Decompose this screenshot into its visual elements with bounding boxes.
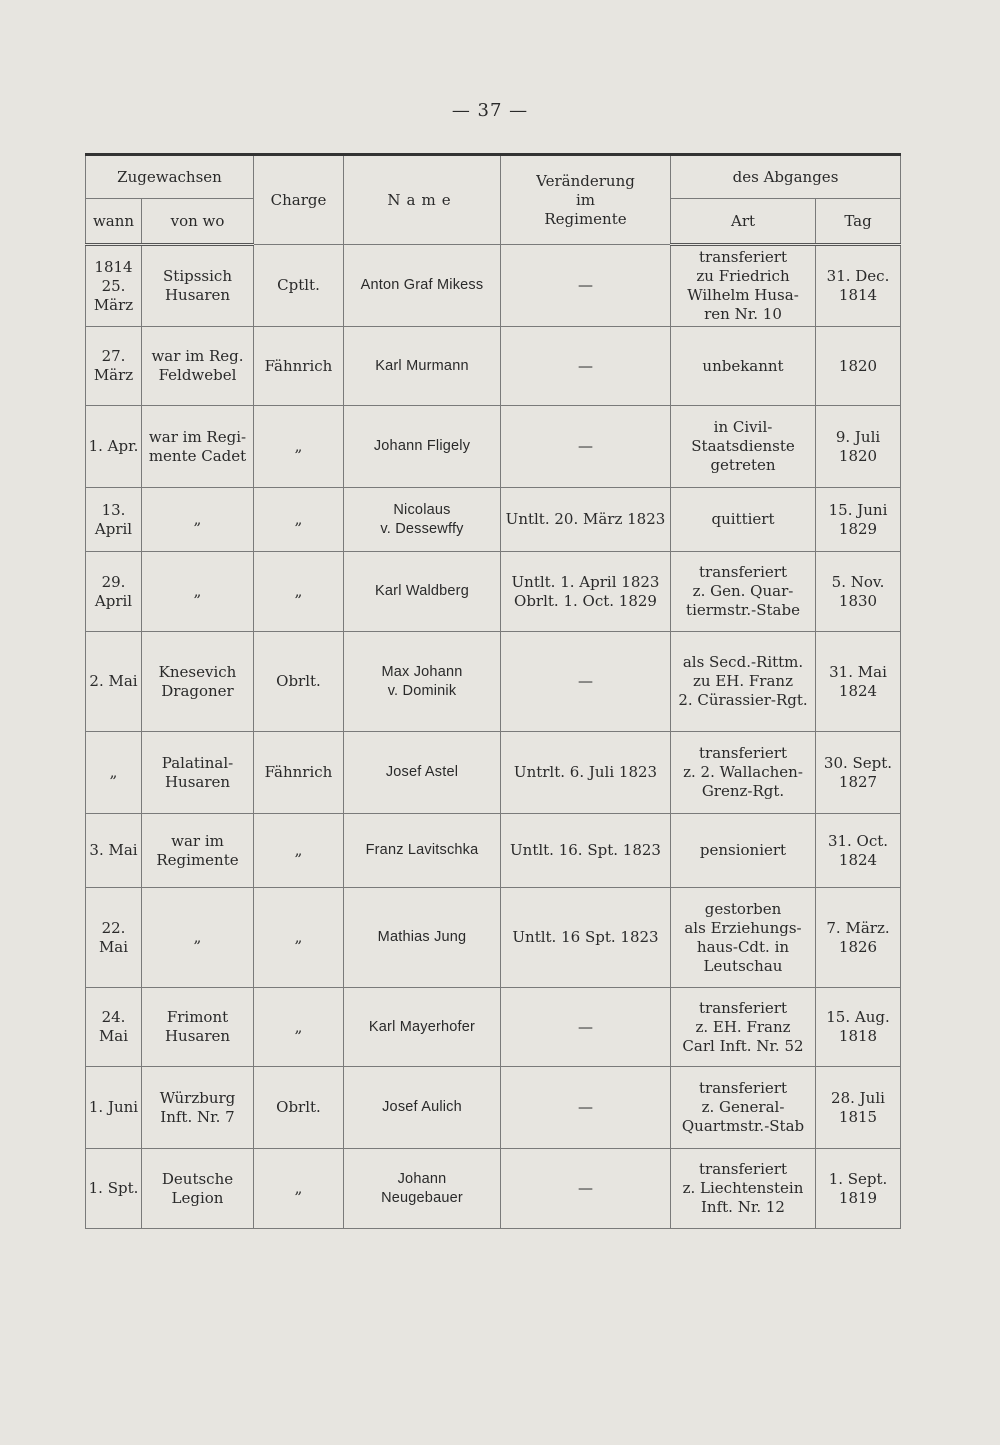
cell-tag [816, 1067, 901, 1149]
cell-von-wo [142, 888, 254, 988]
cell-name-line: Max Johann [381, 663, 463, 680]
cell-tag-line: 31. Mai [829, 662, 887, 681]
header-charge: Charge [254, 155, 344, 245]
cell-name [344, 732, 501, 814]
header-wann: wann [86, 199, 142, 245]
cell-von-wo [142, 1067, 254, 1149]
cell-wann [86, 632, 142, 732]
cell-von-wo-line: Dragoner [161, 681, 234, 700]
cell-charge: „ [254, 814, 344, 888]
cell-art-line: zu Friedrich [696, 267, 790, 285]
header-veraenderung [501, 155, 671, 245]
cell-tag [816, 888, 901, 988]
cell-veraenderung [501, 888, 671, 988]
cell-wann [86, 406, 142, 488]
header-von-wo: von wo [142, 199, 254, 245]
cell-von-wo [142, 632, 254, 732]
cell-tag-line: 1830 [838, 591, 878, 610]
cell-name-line: Josef Astel [385, 764, 459, 780]
cell-charge: „ [254, 488, 344, 552]
cell-art [671, 632, 816, 732]
cell-von-wo [142, 1149, 254, 1229]
cell-art-line: ren Nr. 10 [704, 305, 782, 323]
cell-veraenderung [501, 488, 671, 552]
cell-art-line: z. EH. Franz [695, 1017, 791, 1036]
cell-charge: „ [254, 406, 344, 488]
cell-von-wo [142, 814, 254, 888]
cell-von-wo [142, 327, 254, 406]
cell-wann [86, 1149, 142, 1229]
cell-art [671, 327, 816, 406]
cell-von-wo-line: war im [171, 831, 224, 850]
cell-name [344, 988, 501, 1067]
cell-wann-line: 22. Mai [98, 918, 129, 956]
cell-veraenderung-line: Obrlt. 1. Oct. 1829 [514, 591, 657, 610]
header-veraenderung-line: im [575, 190, 596, 209]
cell-art-line: als Secd.-Rittm. [682, 653, 804, 671]
cell-veraenderung [501, 988, 671, 1067]
cell-charge: Fähnrich [254, 732, 344, 814]
cell-wann-line: 13. [101, 500, 126, 519]
cell-wann [86, 1067, 142, 1149]
cell-veraenderung [501, 814, 671, 888]
cell-charge: Fähnrich [254, 327, 344, 406]
cell-tag [816, 245, 901, 327]
header-tag: Tag [816, 199, 901, 245]
cell-art [671, 814, 816, 888]
cell-wann-line: 1. Spt. [88, 1179, 139, 1197]
cell-art-line: transferiert [699, 998, 787, 1017]
cell-name-line: v. Dessewffy [380, 520, 464, 537]
cell-veraenderung-line: — [578, 672, 593, 690]
cell-name-line: Josef Aulich [382, 1099, 462, 1115]
cell-charge: Obrlt. [254, 632, 344, 732]
cell-tag-line: 1827 [838, 772, 878, 791]
cell-von-wo-line: Inft. Nr. 7 [160, 1107, 235, 1126]
table-row [86, 732, 901, 814]
cell-veraenderung-line: Untlt. 16. Spt. 1823 [510, 841, 661, 859]
table-row [86, 552, 901, 632]
cell-tag-line: 30. Sept. [823, 753, 893, 772]
cell-veraenderung-line: — [578, 1017, 593, 1036]
cell-charge: „ [254, 988, 344, 1067]
cell-name-line: Nicolaus [393, 501, 451, 518]
cell-art-line: z. Gen. Quar- [692, 582, 794, 600]
cell-art [671, 406, 816, 488]
cell-wann-line: 1814 [94, 257, 133, 276]
cell-von-wo-line: Husaren [164, 772, 231, 791]
cell-tag-line: 7. März. [826, 918, 890, 937]
cell-name-line: Franz Lavitschka [365, 842, 479, 858]
cell-wann [86, 732, 142, 814]
cell-wann [86, 988, 142, 1067]
cell-veraenderung [501, 245, 671, 327]
cell-art-line: getreten [710, 456, 776, 474]
cell-von-wo-line: Husaren [164, 1027, 231, 1045]
cell-tag-line: 1829 [838, 519, 878, 538]
cell-name [344, 245, 501, 327]
cell-tag-line: 1818 [838, 1027, 878, 1045]
cell-art-line: Inft. Nr. 12 [701, 1198, 785, 1216]
cell-von-wo-line: war im Regi- [148, 427, 247, 446]
cell-wann [86, 488, 142, 552]
header-name: Name [344, 155, 501, 245]
cell-name-line: Anton Graf Mikess [360, 277, 484, 293]
cell-name [344, 327, 501, 406]
cell-tag-line: 5. Nov. [831, 572, 885, 591]
cell-von-wo-line: Würzburg [159, 1088, 236, 1107]
cell-von-wo [142, 406, 254, 488]
cell-wann-line: 1. Juni [88, 1098, 139, 1116]
cell-veraenderung-line: Untlt. 16 Spt. 1823 [512, 928, 659, 946]
cell-von-wo-line: Regimente [156, 850, 239, 869]
cell-tag-line: 31. Oct. [827, 831, 889, 850]
header-des-abganges: des Abganges [671, 155, 901, 199]
cell-art-line: z. General- [701, 1098, 785, 1116]
cell-name-line: Karl Mayerhofer [368, 1018, 476, 1035]
cell-wann-line: 27. [101, 347, 126, 365]
cell-tag-line: 1815 [838, 1107, 878, 1126]
cell-charge: „ [254, 1149, 344, 1229]
cell-art-line: transferiert [699, 1079, 787, 1097]
cell-tag [816, 327, 901, 406]
cell-art-line: pensioniert [699, 841, 787, 859]
cell-tag-line: 1. Sept. [828, 1169, 888, 1188]
cell-von-wo-line: „ [193, 928, 202, 946]
cell-name [344, 632, 501, 732]
table-row [86, 988, 901, 1067]
cell-tag [816, 552, 901, 632]
cell-name-line: Johann Fligely [373, 438, 471, 454]
cell-name-line: Karl Murmann [375, 357, 469, 374]
cell-art-line: 2. Cürassier-Rgt. [678, 691, 808, 709]
register-table [85, 153, 901, 1229]
page-number: — 37 — [451, 100, 529, 121]
cell-von-wo-line: Deutsche [161, 1169, 234, 1188]
cell-art [671, 245, 816, 327]
cell-tag-line: 15. Aug. [826, 1008, 890, 1026]
cell-wann-line: „ [109, 763, 118, 781]
cell-name [344, 1149, 501, 1229]
cell-veraenderung-line: — [578, 1098, 593, 1116]
cell-veraenderung [501, 732, 671, 814]
table-row [86, 814, 901, 888]
header-art: Art [671, 199, 816, 245]
table-row [86, 888, 901, 988]
cell-wann-line: 3. Mai [89, 841, 138, 859]
cell-wann-line: April [94, 519, 133, 538]
cell-art [671, 1149, 816, 1229]
cell-art-line: Quartmstr.-Stab [681, 1117, 805, 1135]
cell-von-wo-line: Stipssich [163, 267, 232, 285]
cell-tag [816, 406, 901, 488]
cell-art-line: Staatsdienste [691, 437, 795, 455]
cell-veraenderung [501, 632, 671, 732]
cell-tag-line: 1820 [838, 446, 878, 465]
cell-veraenderung [501, 327, 671, 406]
table-row [86, 632, 901, 732]
cell-art-line: transferiert [699, 248, 787, 266]
table-row [86, 327, 901, 406]
cell-art-line: unbekannt [702, 356, 784, 375]
header-veraenderung-line: Regimente [544, 209, 627, 228]
cell-art-line: Leutschau [703, 956, 783, 975]
cell-wann [86, 327, 142, 406]
cell-tag-line: 1814 [838, 286, 878, 304]
table-row [86, 245, 901, 327]
cell-name-line: Karl Waldberg [375, 583, 469, 599]
cell-von-wo [142, 245, 254, 327]
table-row [86, 488, 901, 552]
cell-art [671, 888, 816, 988]
cell-wann-line: 24. Mai [98, 1008, 129, 1045]
cell-tag [816, 1149, 901, 1229]
table-row [86, 1067, 901, 1149]
cell-name-line: v. Dominik [387, 682, 457, 699]
table-row [86, 1149, 901, 1229]
cell-wann [86, 245, 142, 327]
cell-veraenderung [501, 406, 671, 488]
cell-von-wo-line: Frimont [166, 1008, 229, 1026]
cell-tag [816, 988, 901, 1067]
cell-tag [816, 632, 901, 732]
cell-tag-line: 1826 [838, 937, 878, 956]
cell-wann-line: April [94, 591, 133, 610]
cell-von-wo-line: Legion [171, 1188, 224, 1207]
cell-veraenderung-line: Untrlt. 6. Juli 1823 [513, 763, 658, 781]
cell-art-line: transferiert [699, 744, 787, 762]
cell-von-wo [142, 488, 254, 552]
cell-name [344, 552, 501, 632]
cell-veraenderung-line: — [578, 276, 593, 294]
cell-wann [86, 552, 142, 632]
table-body [86, 245, 901, 1229]
cell-art-line: zu EH. Franz [693, 672, 793, 690]
cell-tag-line: 1820 [838, 356, 878, 375]
cell-tag-line: 1819 [838, 1188, 878, 1207]
cell-wann-line: März [93, 295, 134, 314]
cell-tag-line: 28. Juli [831, 1088, 885, 1107]
cell-art-line: gestorben [704, 899, 782, 918]
cell-art-line: transferiert [699, 1160, 787, 1178]
cell-art-line: quittiert [711, 510, 775, 528]
cell-von-wo-line: Knesevich [158, 662, 237, 681]
cell-art-line: transferiert [699, 563, 787, 581]
cell-wann-line: 25. [101, 276, 126, 295]
cell-wann [86, 888, 142, 988]
cell-wann-line: 1. Apr. [88, 437, 139, 455]
cell-name-line: Johann [397, 1170, 447, 1187]
cell-art-line: Wilhelm Husa- [687, 286, 799, 304]
cell-name [344, 888, 501, 988]
cell-charge: „ [254, 888, 344, 988]
cell-art [671, 732, 816, 814]
header-zugewachsen: Zugewachsen [86, 155, 254, 199]
cell-veraenderung [501, 552, 671, 632]
cell-art-line: Carl Inft. Nr. 52 [682, 1036, 804, 1055]
cell-name [344, 814, 501, 888]
cell-von-wo-line: „ [193, 582, 202, 600]
cell-art [671, 1067, 816, 1149]
cell-art-line: z. 2. Wallachen- [683, 763, 803, 781]
cell-von-wo-line: Feldwebel [158, 366, 237, 384]
cell-von-wo-line: „ [193, 510, 202, 528]
cell-charge: Cptlt. [254, 245, 344, 327]
header-veraenderung-line: Veränderung [536, 171, 635, 190]
cell-von-wo-line: Husaren [164, 286, 231, 304]
cell-veraenderung-line: — [578, 437, 593, 455]
cell-von-wo-line: Palatinal- [161, 753, 234, 772]
cell-wann-line: März [93, 366, 134, 384]
cell-tag-line: 9. Juli [835, 427, 881, 446]
cell-veraenderung-line: Untlt. 1. April 1823 [511, 572, 660, 591]
cell-charge: Obrlt. [254, 1067, 344, 1149]
cell-von-wo [142, 552, 254, 632]
cell-veraenderung [501, 1067, 671, 1149]
cell-art-line: in Civil- [713, 418, 773, 436]
cell-veraenderung-line: — [578, 1179, 593, 1197]
cell-tag-line: 31. Dec. [826, 267, 890, 285]
cell-art-line: als Erziehungs- [684, 918, 802, 937]
table-row [86, 406, 901, 488]
cell-tag [816, 732, 901, 814]
cell-name [344, 488, 501, 552]
cell-tag-line: 1824 [838, 681, 878, 700]
cell-art-line: Grenz-Rgt. [701, 782, 785, 800]
cell-art [671, 988, 816, 1067]
cell-charge: „ [254, 552, 344, 632]
cell-tag-line: 1824 [838, 850, 878, 869]
cell-wann-line: 29. [101, 572, 126, 591]
cell-name [344, 1067, 501, 1149]
cell-name-line: Mathias Jung [377, 929, 467, 945]
cell-art-line: haus-Cdt. in [696, 937, 790, 956]
cell-wann-line: 2. Mai [89, 672, 138, 690]
cell-art [671, 552, 816, 632]
cell-art-line: z. Liechtenstein [682, 1179, 804, 1197]
cell-veraenderung [501, 1149, 671, 1229]
cell-veraenderung-line: — [578, 356, 593, 375]
cell-von-wo [142, 732, 254, 814]
cell-art-line: tiermstr.-Stabe [686, 601, 800, 619]
cell-von-wo-line: war im Reg. [151, 347, 244, 365]
cell-art [671, 488, 816, 552]
cell-wann [86, 814, 142, 888]
cell-von-wo-line: mente Cadet [148, 446, 247, 465]
cell-name [344, 406, 501, 488]
cell-tag-line: 15. Juni [828, 500, 888, 519]
cell-tag [816, 814, 901, 888]
cell-veraenderung-line: Untlt. 20. März 1823 [505, 510, 666, 528]
cell-name-line: Neugebauer [381, 1189, 463, 1206]
cell-von-wo [142, 988, 254, 1067]
cell-tag [816, 488, 901, 552]
